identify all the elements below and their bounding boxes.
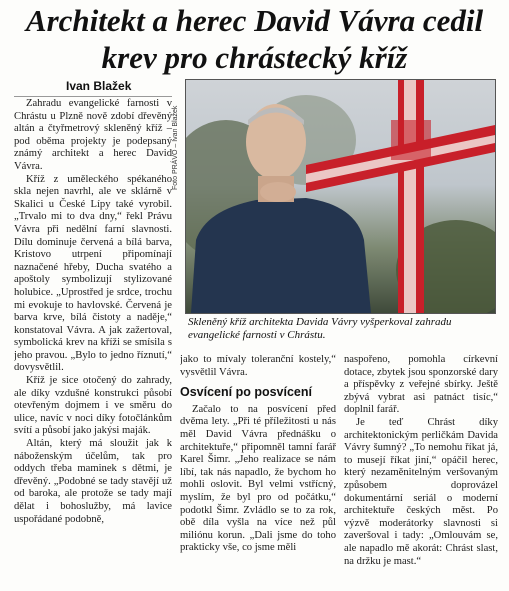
author-byline: Ivan Blažek	[66, 79, 132, 93]
paragraph: Altán, který má sloužit jak k náboženským účelům, tak pro oddych třeba maminek s dětmi, je dřevěný. „Podobné se tady stavějí už od baroka, ale protože se tady mají dělat i bohoslužby, má lavice uspořádané podobně,	[14, 438, 172, 525]
paragraph: Zahradu evangelické farnosti v Chrástu u Plzně nově zdobí dřevěný altán a čtyřmetrový skleněný kříž – pod oběma projekty je podepsaný známý architekt a herec David Vávra.	[14, 98, 172, 172]
headline: Architekt a herec David Vávra cedil krev pro chrástecký kříž	[25, 3, 484, 75]
article-column-1	[14, 98, 172, 588]
photo-credit: Foto PRÁVO – Ivan Blažek	[172, 105, 179, 190]
photo-caption: Skleněný kříž architekta Davida Vávry vyšperkoval zahradu evangelické farnosti v Chrástu.	[188, 316, 452, 341]
column-rule	[14, 96, 172, 97]
paragraph: naspořeno, pomohla církevní dotace, zbytek jsou sponzorské dary a příspěvky z veřejné sbírky. Ještě zbývá vybrat asi patnáct tisíc,“ doplnil farář.	[344, 354, 498, 416]
section-subheading: Osvícení po posvícení	[180, 385, 312, 400]
paragraph: Začalo to na posvícení před dvěma lety. „Při té příležitosti u nás měl David Vávra přednášku o architektuře,“ připomněl tamní farář Karel Šimr. „Jeho realizace se nám líbí, tak nás napadlo, že bychom ho mohli oslovit. Byl velmi vstřícný, myslím, že byl pro od počátku,“ podotkl Šimr. Zvládlo se to za rok, obě díla vyšla na více než půl miliónu korun. „Dali jsme do toho prakticky vše, co jsme měli	[180, 403, 336, 554]
paragraph: jako to mívaly toleranční kostely,“ vysvětlil Vávra.	[180, 354, 336, 378]
article-column-2	[180, 354, 336, 588]
paragraph: Kříž z uměleckého spékaného skla nejen navrhl, ale ve sklárně v Skalici u České Lípy také vyrobil. „Trvalo mi to dva dny,“ řekl Právu Vávra při nedělní farní slavnosti. Dílu dominuje červená a bílá barva, Kristovo utrpení připomínají naznačené hřeby, Ducha svatého a apoštoly symbolizují stylizované holubice. „Uprostřed je srdce, trochu mi evokuje to havlovské. Červená je barva krve, bílá čistoty a naděje,“ konstatoval Vávra. A jak zažertoval, symbolická krev na kříži se smísila s jeho pravou. „Bylo to jedno říznutí,“ dovysvětlil.	[14, 173, 172, 374]
article-photo	[185, 79, 496, 314]
article-column-3	[344, 354, 498, 588]
photo-illustration	[186, 80, 495, 313]
paragraph: Je teď Chrást díky architektonickým perličkám Davida Vávry šumný? „To nemohu říkat já, to musejí říkat jiní,“ opáčil herec, který nezaměnitelným veršovaným způsobem doprovázel dokumentární seriál o moderní architektuře českých měst. Po výzvě moderátorky slavnosti si zaveršoval i tady: „Omlouvám se, ale napadlo mě akorát: Chrást slast, na držku je mast.“	[344, 416, 498, 567]
paragraph: Kříž je sice otočený do zahrady, ale díky vzdušné konstrukci působí otevřeným dojmem i ve směru do ulice, navíc v noci díky fotočlánkům svítí a působí jako jakýsi maják.	[14, 375, 172, 437]
